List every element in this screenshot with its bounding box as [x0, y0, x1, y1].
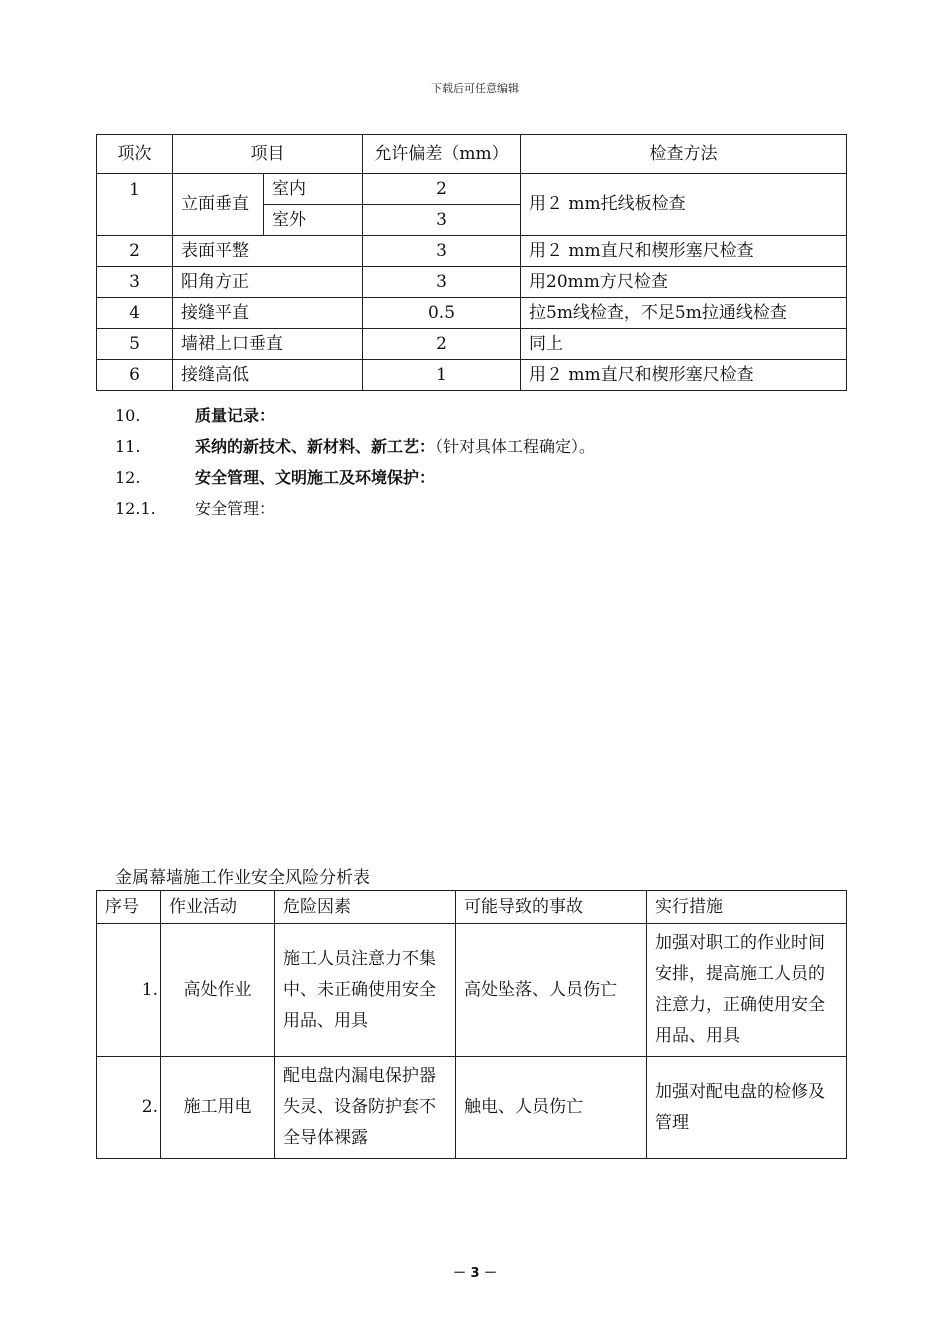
- row-no: 3: [97, 267, 173, 298]
- row-no: 2.: [97, 1057, 161, 1159]
- row-item: 表面平整: [173, 236, 363, 267]
- row-tolerance: 0.5: [363, 298, 521, 329]
- row-tolerance: 1: [363, 360, 521, 391]
- table-row: [97, 298, 847, 329]
- page-number: － 3 －: [452, 1266, 498, 1281]
- section-11: [115, 434, 595, 457]
- row-measure: 加强对配电盘的检修及管理: [647, 1057, 847, 1159]
- row-item: 阳角方正: [173, 267, 363, 298]
- col-header-item: 项目: [173, 135, 363, 174]
- row-measure: 加强对职工的作业时间安排，提高施工人员的注意力，正确使用安全用品、用具: [647, 924, 847, 1057]
- table-header-row: [97, 135, 847, 174]
- section-12: [115, 465, 435, 488]
- row-subitem: 室内: [264, 174, 363, 205]
- col-header-accident: 可能导致的事故: [456, 891, 647, 924]
- tolerance-table: [96, 134, 847, 391]
- row-item: 墙裙上口垂直: [173, 329, 363, 360]
- table-header-row: [97, 891, 847, 924]
- row-hazard: 施工人员注意力不集中、未正确使用安全用品、用具: [275, 924, 456, 1057]
- section-title: 安全管理、文明施工及环境保护：: [195, 468, 436, 487]
- section-text: （针对具体工程确定）。: [435, 437, 596, 456]
- row-method: 用２ mm托线板检查: [521, 174, 847, 236]
- col-header-activity: 作业活动: [161, 891, 275, 924]
- row-accident: 高处坠落、人员伤亡: [456, 924, 647, 1057]
- col-header-hazard: 危险因素: [275, 891, 456, 924]
- row-method: 用20mm方尺检查: [521, 267, 847, 298]
- section-text: 安全管理：: [195, 499, 276, 518]
- section-12-1: [115, 496, 275, 519]
- row-tolerance: 2: [363, 329, 521, 360]
- table-row: [97, 267, 847, 298]
- row-no: 2: [97, 236, 173, 267]
- row-item: 立面垂直: [173, 174, 264, 236]
- row-no: 1.: [97, 924, 161, 1057]
- row-subitem: 室外: [264, 205, 363, 236]
- row-method: 同上: [521, 329, 847, 360]
- section-number: 12.: [115, 468, 141, 487]
- table-row: [97, 360, 847, 391]
- row-tolerance: 3: [363, 236, 521, 267]
- table-row: [97, 174, 847, 205]
- row-method: 用２ mm直尺和楔形塞尺检查: [521, 360, 847, 391]
- table-caption: 金属幕墙施工作业安全风险分析表: [115, 868, 370, 888]
- col-header-no: 序号: [97, 891, 161, 924]
- section-number: 11.: [115, 437, 141, 456]
- row-item: 接缝平直: [173, 298, 363, 329]
- row-activity: 施工用电: [161, 1057, 275, 1159]
- section-number: 10.: [115, 406, 141, 425]
- row-tolerance: 2: [363, 174, 521, 205]
- row-tolerance: 3: [363, 205, 521, 236]
- table-row: [97, 329, 847, 360]
- row-no: 5: [97, 329, 173, 360]
- table-row: [97, 1057, 847, 1159]
- safety-risk-table: [96, 890, 847, 1159]
- header-note: 下载后可任意编辑: [431, 82, 519, 95]
- row-no: 6: [97, 360, 173, 391]
- section-title: 质量记录：: [195, 406, 276, 425]
- row-no: 1: [97, 174, 173, 236]
- col-header-measure: 实行措施: [647, 891, 847, 924]
- row-method: 用２ mm直尺和楔形塞尺检查: [521, 236, 847, 267]
- row-no: 4: [97, 298, 173, 329]
- row-accident: 触电、人员伤亡: [456, 1057, 647, 1159]
- table-row: [97, 236, 847, 267]
- section-10: [115, 403, 275, 426]
- row-tolerance: 3: [363, 267, 521, 298]
- table-row: [97, 924, 847, 1057]
- col-header-no: 项次: [97, 135, 173, 174]
- section-title: 采纳的新技术、新材料、新工艺：: [195, 437, 436, 456]
- row-method: 拉5m线检查，不足5m拉通线检查: [521, 298, 847, 329]
- col-header-tolerance: 允许偏差（mm）: [363, 135, 521, 174]
- section-number: 12.1.: [115, 499, 156, 518]
- row-hazard: 配电盘内漏电保护器失灵、设备防护套不全导体裸露: [275, 1057, 456, 1159]
- col-header-method: 检查方法: [521, 135, 847, 174]
- row-activity: 高处作业: [161, 924, 275, 1057]
- row-item: 接缝高低: [173, 360, 363, 391]
